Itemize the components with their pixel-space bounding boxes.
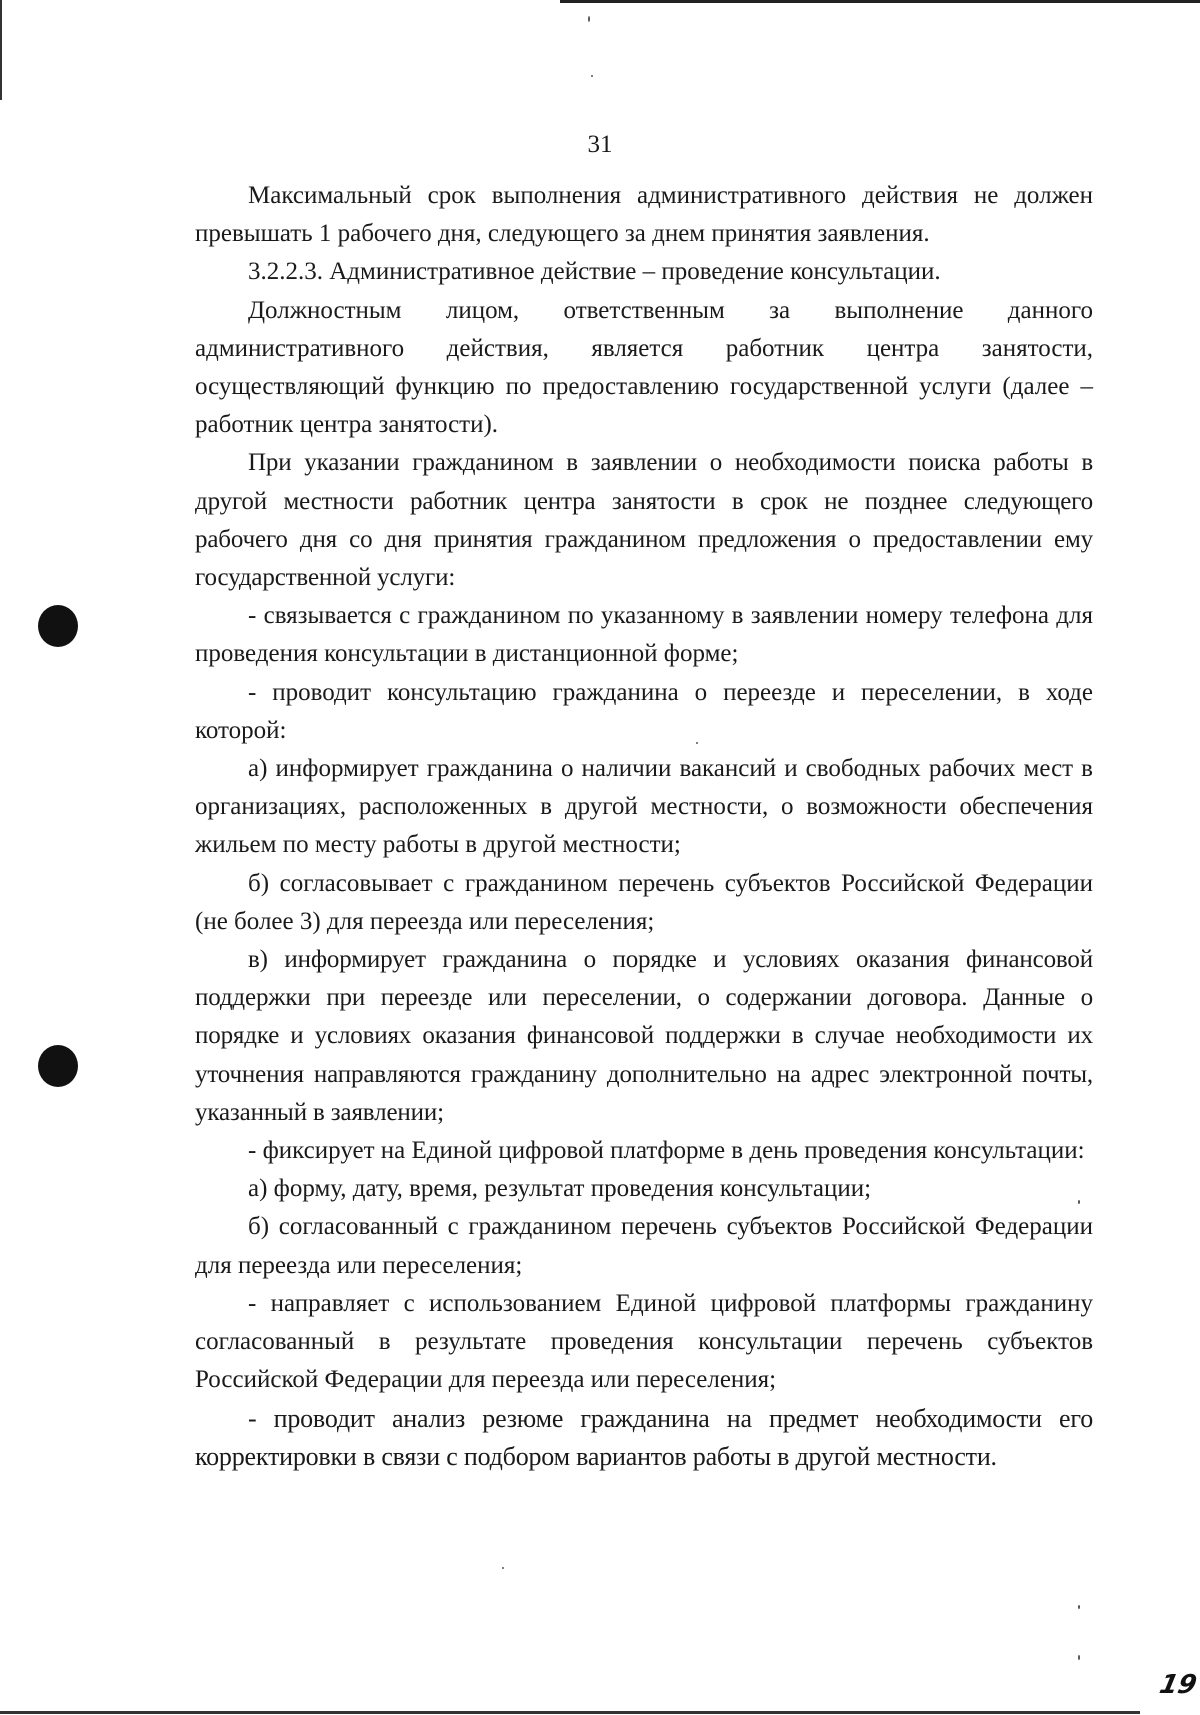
- scan-speck: [1078, 1655, 1080, 1660]
- list-item: б) согласованный с гражданином перечень субъектов Российской Федерации для переезда или переселения;: [195, 1213, 1093, 1279]
- scan-edge-top: [560, 0, 1200, 3]
- scan-speck: [588, 16, 590, 22]
- scan-edge-bottom: [0, 1711, 1140, 1714]
- handwritten-page-mark: 19: [1156, 1670, 1200, 1700]
- body-text: [195, 177, 1093, 1476]
- list-item: - проводит консультацию гражданина о переезде и переселении, в ходе которой:: [195, 678, 1093, 744]
- list-item: в) информирует гражданина о порядке и условиях оказания финансовой поддержки при переезде или переселении, о содержании договора. Данные о порядке и условиях оказания финансовой поддержки в случае необходимости их уточнения направляются гражданину дополнительно на адрес электронной почты, указанный в заявлении;: [195, 946, 1093, 1126]
- page-number: 31: [587, 131, 613, 158]
- list-item: - проводит анализ резюме гражданина на предмет необходимости его корректировки в связи с подбором вариантов работы в другой местности.: [195, 1403, 1093, 1471]
- list-item: б) согласовывает с гражданином перечень субъектов Российской Федерации (не более 3) для переезда или переселения;: [195, 869, 1093, 935]
- list-item: а) форму, дату, время, результат проведения консультации;: [248, 1175, 872, 1203]
- scan-speck: [591, 75, 593, 77]
- list-item: а) информирует гражданина о наличии вакансий и свободных рабочих мест в организациях, расположенных в другой местности, о возможности обеспечения жильем по месту работы в другой местности;: [195, 755, 1093, 859]
- list-item: - фиксирует на Единой цифровой платформе в день проведения консультации:: [248, 1137, 1085, 1165]
- list-item: - связывается с гражданином по указанному в заявлении номеру телефона для проведения консультации в дистанционной форме;: [195, 602, 1093, 668]
- punch-hole-icon: [38, 605, 78, 647]
- scan-speck: [502, 1567, 504, 1569]
- section-heading: 3.2.2.3. Административное действие – проведение консультации.: [248, 258, 941, 286]
- paragraph: Максимальный срок выполнения административного действия не должен превышать 1 рабочего дня, следующего за днем принятия заявления.: [195, 182, 1093, 248]
- paragraph: При указании гражданином в заявлении о необходимости поиска работы в другой местности работник центра занятости в срок не позднее следующего рабочего дня со дня принятия гражданином предложения о предоставлении ему государственной услуги:: [195, 449, 1093, 592]
- list-item: - направляет с использованием Единой цифровой платформы гражданину согласованный в результате проведения консультации перечень субъектов Российской Федерации для переезда или переселения;: [195, 1289, 1093, 1394]
- scan-edge-left: [0, 0, 2, 100]
- punch-hole-icon: [38, 1045, 78, 1087]
- scan-speck: [1078, 1605, 1080, 1609]
- paragraph: Должностным лицом, ответственным за выполнение данного административного действия, является работник центра занятости, осуществляющий функцию по предоставлению государственной услуги (далее – работник центра занятости).: [195, 296, 1093, 439]
